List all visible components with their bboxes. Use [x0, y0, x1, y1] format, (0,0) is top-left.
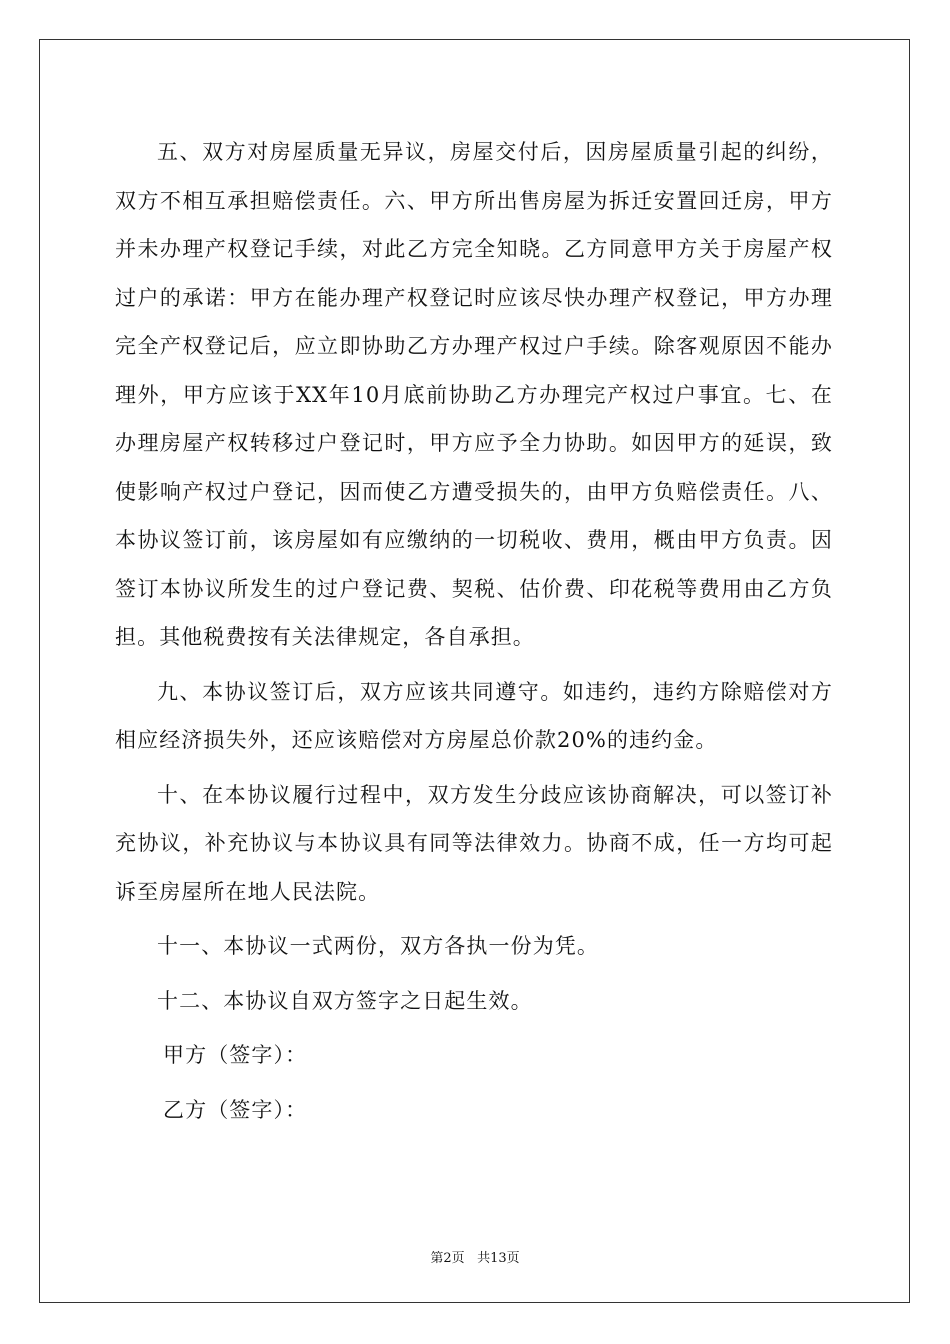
page-number: 第2页: [430, 1251, 465, 1266]
party-a-signature-line: 甲方（签字）：: [163, 1043, 308, 1067]
document-body: [115, 128, 833, 1140]
paragraph-clause-10: 十、在本协议履行过程中，双方发生分歧应该协商解决，可以签订补充协议，补充协议与本协议具有同等法律效力。协商不成，任一方均可起诉至房屋所在地人民法院。: [115, 782, 833, 904]
page-footer: [0, 1247, 950, 1266]
total-pages: 共13页: [477, 1251, 520, 1266]
paragraph-clauses-5-to-8: 五、双方对房屋质量无异议，房屋交付后，因房屋质量引起的纠纷，双方不相互承担赔偿责任。六、甲方所出售房屋为拆迁安置回迁房，甲方并未办理产权登记手续，对此乙方完全知晓。乙方同意甲方关于房屋产权过户的承诺：甲方在能办理产权登记时应该尽快办理产权登记，甲方办理完全产权登记后，应立即协助乙方办理产权过户手续。除客观原因不能办理外，甲方应该于XX年10月底前协助乙方办理完产权过户事宜。七、在办理房屋产权转移过户登记时，甲方应予全力协助。如因甲方的延误，致使影响产权过户登记，因而使乙方遭受损失的，由甲方负赔偿责任。八、本协议签订前，该房屋如有应缴纳的一切税收、费用，概由甲方负责。因签订本协议所发生的过户登记费、契税、估价费、印花税等费用由乙方负担。其他税费按有关法律规定，各自承担。: [115, 140, 833, 649]
party-b-signature-line: 乙方（签字）：: [163, 1097, 308, 1122]
paragraph-clause-9: 九、本协议签订后，双方应该共同遵守。如违约，违约方除赔偿对方相应经济损失外，还应该赔偿对方房屋总价款20%的违约金。: [115, 679, 833, 752]
paragraph-clause-11: 十一、本协议一式两份，双方各执一份为凭。: [157, 934, 599, 958]
paragraph-clause-12: 十二、本协议自双方签字之日起生效。: [157, 988, 533, 1013]
